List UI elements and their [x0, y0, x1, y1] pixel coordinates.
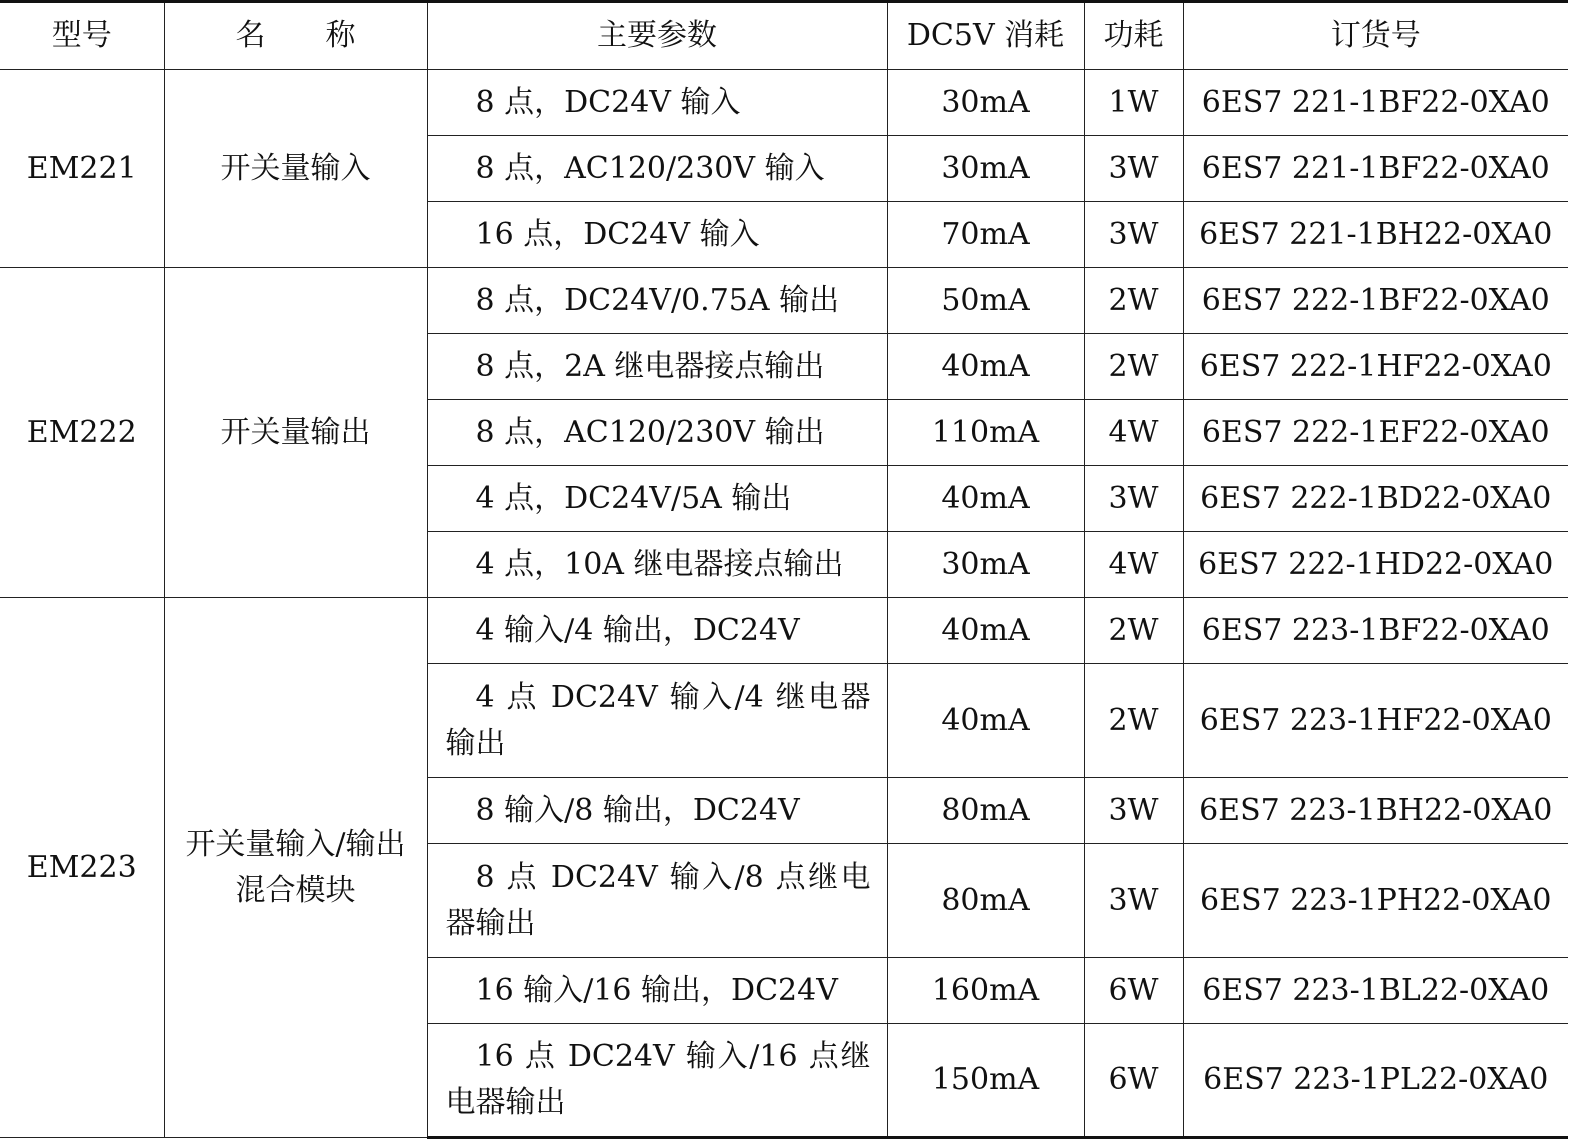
param-cell: 8 点，AC120/230V 输入: [427, 136, 887, 202]
param-cell: 16 点，DC24V 输入: [427, 202, 887, 268]
order-cell: 6ES7 222-1BD22-0XA0: [1183, 466, 1568, 532]
dc5v-cell: 70mA: [887, 202, 1084, 268]
order-cell: 6ES7 223-1PL22-0XA0: [1183, 1024, 1568, 1138]
order-cell: 6ES7 221-1BF22-0XA0: [1183, 136, 1568, 202]
table-row: [0, 268, 1568, 334]
dc5v-cell: 40mA: [887, 664, 1084, 778]
order-cell: 6ES7 223-1HF22-0XA0: [1183, 664, 1568, 778]
dc5v-cell: 30mA: [887, 136, 1084, 202]
name-cell: 开关量输入: [164, 70, 427, 268]
power-cell: 2W: [1084, 334, 1183, 400]
dc5v-cell: 80mA: [887, 778, 1084, 844]
dc5v-cell: 30mA: [887, 532, 1084, 598]
power-cell: 3W: [1084, 202, 1183, 268]
header-order: 订货号: [1183, 2, 1568, 70]
dc5v-cell: 40mA: [887, 598, 1084, 664]
order-cell: 6ES7 223-1PH22-0XA0: [1183, 844, 1568, 958]
param-cell: 16 点 DC24V 输入/16 点继电器输出: [427, 1024, 887, 1138]
header-model: 型号: [0, 2, 164, 70]
power-cell: 2W: [1084, 598, 1183, 664]
power-cell: 3W: [1084, 844, 1183, 958]
model-cell: EM222: [0, 268, 164, 598]
power-cell: 4W: [1084, 532, 1183, 598]
dc5v-cell: 40mA: [887, 334, 1084, 400]
order-cell: 6ES7 222-1EF22-0XA0: [1183, 400, 1568, 466]
param-cell: 4 点 DC24V 输入/4 继电器输出: [427, 664, 887, 778]
param-cell: 4 点，DC24V/5A 输出: [427, 466, 887, 532]
header-row: [0, 2, 1568, 70]
dc5v-cell: 40mA: [887, 466, 1084, 532]
param-cell: 8 点，DC24V/0.75A 输出: [427, 268, 887, 334]
power-cell: 6W: [1084, 958, 1183, 1024]
order-cell: 6ES7 221-1BF22-0XA0: [1183, 70, 1568, 136]
table-row: [0, 598, 1568, 664]
order-cell: 6ES7 222-1HF22-0XA0: [1183, 334, 1568, 400]
param-cell: 8 点 DC24V 输入/8 点继电器输出: [427, 844, 887, 958]
order-cell: 6ES7 222-1HD22-0XA0: [1183, 532, 1568, 598]
param-cell: 4 输入/4 输出，DC24V: [427, 598, 887, 664]
power-cell: 1W: [1084, 70, 1183, 136]
power-cell: 2W: [1084, 664, 1183, 778]
power-cell: 3W: [1084, 778, 1183, 844]
param-cell: 4 点，10A 继电器接点输出: [427, 532, 887, 598]
header-name: 名 称: [164, 2, 427, 70]
power-cell: 4W: [1084, 400, 1183, 466]
order-cell: 6ES7 223-1BL22-0XA0: [1183, 958, 1568, 1024]
power-cell: 2W: [1084, 268, 1183, 334]
table-row: [0, 70, 1568, 136]
header-params: 主要参数: [427, 2, 887, 70]
power-cell: 6W: [1084, 1024, 1183, 1138]
dc5v-cell: 150mA: [887, 1024, 1084, 1138]
model-cell: EM223: [0, 598, 164, 1138]
power-cell: 3W: [1084, 466, 1183, 532]
order-cell: 6ES7 221-1BH22-0XA0: [1183, 202, 1568, 268]
param-cell: 8 点，2A 继电器接点输出: [427, 334, 887, 400]
dc5v-cell: 50mA: [887, 268, 1084, 334]
header-power: 功耗: [1084, 2, 1183, 70]
order-cell: 6ES7 223-1BF22-0XA0: [1183, 598, 1568, 664]
dc5v-cell: 30mA: [887, 70, 1084, 136]
name-cell: 开关量输入/输出混合模块: [164, 598, 427, 1138]
name-cell: 开关量输出: [164, 268, 427, 598]
param-cell: 8 点，DC24V 输入: [427, 70, 887, 136]
param-cell: 8 输入/8 输出，DC24V: [427, 778, 887, 844]
dc5v-cell: 110mA: [887, 400, 1084, 466]
model-cell: EM221: [0, 70, 164, 268]
dc5v-cell: 80mA: [887, 844, 1084, 958]
power-cell: 3W: [1084, 136, 1183, 202]
order-cell: 6ES7 223-1BH22-0XA0: [1183, 778, 1568, 844]
order-cell: 6ES7 222-1BF22-0XA0: [1183, 268, 1568, 334]
param-cell: 16 输入/16 输出，DC24V: [427, 958, 887, 1024]
param-cell: 8 点，AC120/230V 输出: [427, 400, 887, 466]
dc5v-cell: 160mA: [887, 958, 1084, 1024]
header-dc5v: DC5V 消耗: [887, 2, 1084, 70]
